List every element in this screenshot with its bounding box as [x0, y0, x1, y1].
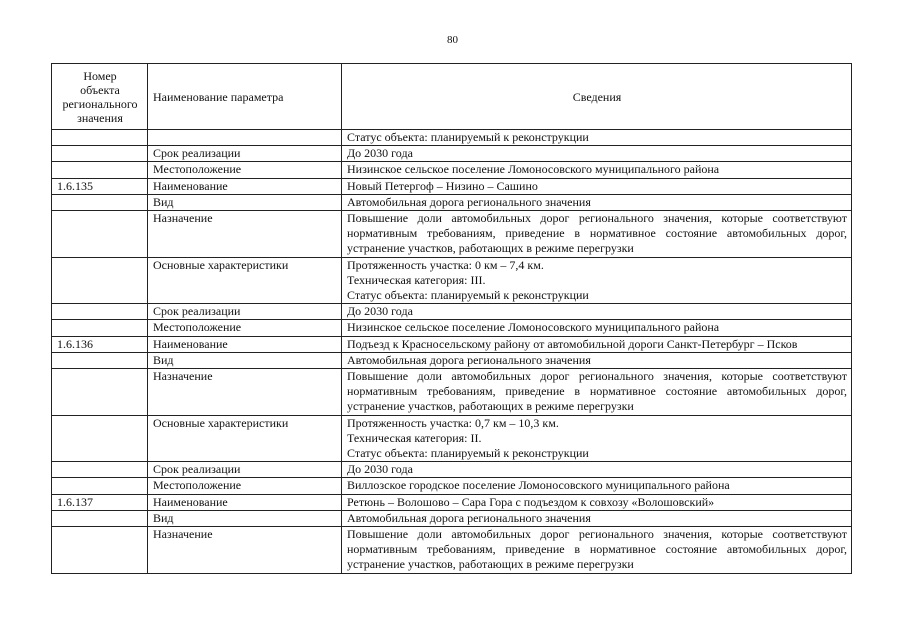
information-line: Автомобильная дорога регионального значения — [347, 510, 591, 525]
information-cell — [342, 478, 852, 494]
parameter-name-cell: Назначение — [148, 211, 342, 258]
information-line: Ретюнь – Волошово – Сара Гора с подъездом к совхозу «Волошовский» — [347, 494, 715, 509]
information-cell — [342, 257, 852, 304]
information-cell — [342, 369, 852, 416]
object-number-cell — [52, 162, 148, 178]
parameter-name-cell: Местоположение — [148, 162, 342, 178]
table-row — [52, 304, 852, 320]
information-cell — [342, 162, 852, 178]
table-row — [52, 527, 852, 574]
information-line: Новый Петергоф – Низино – Сашино — [347, 178, 538, 193]
information-line: Повышение доли автомобильных дорог регионального значения, которые соответствуют нормативным требованиям, приведение в нормативное состояние автомобильных дорог, устранение участков, работающих в режиме перегрузки — [347, 211, 847, 256]
information-line: Статус объекта: планируемый к реконструкции — [347, 130, 589, 144]
information-line: Повышение доли автомобильных дорог регионального значения, которые соответствуют нормативным требованиям, приведение в нормативное состояние автомобильных дорог, устранение участков, работающих в режиме перегрузки — [347, 527, 847, 572]
information-line: Подъезд к Красносельскому району от автомобильной дороги Санкт-Петербург – Псков — [347, 336, 798, 351]
table-row — [52, 130, 852, 146]
header-num-line: объекта — [80, 82, 120, 97]
parameter-name-cell: Назначение — [148, 527, 342, 574]
object-number-cell — [52, 211, 148, 258]
information-cell — [342, 130, 852, 146]
table-row — [52, 320, 852, 336]
object-number-cell: 1.6.137 — [52, 494, 148, 510]
parameter-name-cell: Наименование — [148, 178, 342, 194]
information-cell — [342, 462, 852, 478]
parameter-name-cell: Наименование — [148, 336, 342, 352]
object-number-cell — [52, 510, 148, 526]
parameter-name-cell: Вид — [148, 352, 342, 368]
information-cell — [342, 320, 852, 336]
information-line: Автомобильная дорога регионального значения — [347, 352, 591, 367]
information-cell — [342, 527, 852, 574]
information-cell — [342, 352, 852, 368]
table-row — [52, 478, 852, 494]
object-number-cell — [52, 415, 148, 462]
header-num-line: значения — [77, 110, 123, 125]
information-line: Виллозское городское поселение Ломоносовского муниципального района — [347, 478, 730, 493]
page-number: 80 — [447, 34, 458, 46]
object-number-cell — [52, 304, 148, 320]
information-cell — [342, 194, 852, 210]
information-line: До 2030 года — [347, 146, 413, 161]
information-line: Низинское сельское поселение Ломоносовского муниципального района — [347, 320, 720, 335]
information-cell — [342, 304, 852, 320]
information-cell — [342, 510, 852, 526]
object-number-cell — [52, 257, 148, 304]
parameter-name-cell: Основные характеристики — [148, 415, 342, 462]
object-number-cell: 1.6.136 — [52, 336, 148, 352]
information-line: Техническая категория: II. — [347, 430, 482, 445]
information-line: До 2030 года — [347, 462, 413, 477]
table-row — [52, 352, 852, 368]
object-number-cell — [52, 320, 148, 336]
header-row — [52, 64, 852, 130]
information-line: Техническая категория: III. — [347, 272, 486, 287]
object-number-cell — [52, 146, 148, 162]
information-line: Статус объекта: планируемый к реконструкции — [347, 288, 589, 303]
parameter-name-cell: Местоположение — [148, 478, 342, 494]
table-row — [52, 194, 852, 210]
parameter-name-cell: Срок реализации — [148, 462, 342, 478]
object-number-cell — [52, 478, 148, 494]
information-line: Автомобильная дорога регионального значения — [347, 194, 591, 209]
object-number-cell — [52, 527, 148, 574]
information-line: Повышение доли автомобильных дорог регионального значения, которые соответствуют нормативным требованиям, приведение в нормативное состояние автомобильных дорог, устранение участков, работающих в режиме перегрузки — [347, 369, 847, 414]
table-row — [52, 257, 852, 304]
object-number-cell — [52, 462, 148, 478]
table-row — [52, 369, 852, 416]
object-number-cell — [52, 130, 148, 146]
parameter-name-cell: Назначение — [148, 369, 342, 416]
object-number-cell — [52, 369, 148, 416]
header-num-line: Номер — [83, 68, 117, 83]
table-row — [52, 462, 852, 478]
parameter-name-cell — [148, 130, 342, 146]
table-row — [52, 415, 852, 462]
information-cell — [342, 494, 852, 510]
parameter-name-cell: Срок реализации — [148, 146, 342, 162]
regional-objects-table — [51, 63, 852, 574]
parameter-name-cell: Срок реализации — [148, 304, 342, 320]
information-line: Статус объекта: планируемый к реконструкции — [347, 446, 589, 461]
table-body — [52, 130, 852, 574]
information-line: Протяженность участка: 0,7 км – 10,3 км. — [347, 415, 559, 430]
object-number-cell — [52, 352, 148, 368]
table-row — [52, 510, 852, 526]
header-information: Сведения — [342, 64, 852, 130]
table-row — [52, 178, 852, 194]
table-row — [52, 211, 852, 258]
information-line: До 2030 года — [347, 304, 413, 319]
table-row — [52, 146, 852, 162]
information-line: Низинское сельское поселение Ломоносовского муниципального района — [347, 162, 720, 177]
parameter-name-cell: Местоположение — [148, 320, 342, 336]
object-number-cell: 1.6.135 — [52, 178, 148, 194]
information-line: Протяженность участка: 0 км – 7,4 км. — [347, 257, 544, 272]
information-cell — [342, 336, 852, 352]
header-num-line: регионального — [62, 96, 138, 111]
header-parameter-name: Наименование параметра — [148, 64, 342, 130]
information-cell — [342, 178, 852, 194]
information-cell — [342, 415, 852, 462]
parameter-name-cell: Основные характеристики — [148, 257, 342, 304]
table-row — [52, 336, 852, 352]
information-cell — [342, 211, 852, 258]
table-row — [52, 162, 852, 178]
object-number-cell — [52, 194, 148, 210]
table-row — [52, 494, 852, 510]
information-cell — [342, 146, 852, 162]
table-header — [52, 64, 852, 130]
parameter-name-cell: Вид — [148, 510, 342, 526]
parameter-name-cell: Наименование — [148, 494, 342, 510]
parameter-name-cell: Вид — [148, 194, 342, 210]
header-object-number — [52, 64, 148, 130]
